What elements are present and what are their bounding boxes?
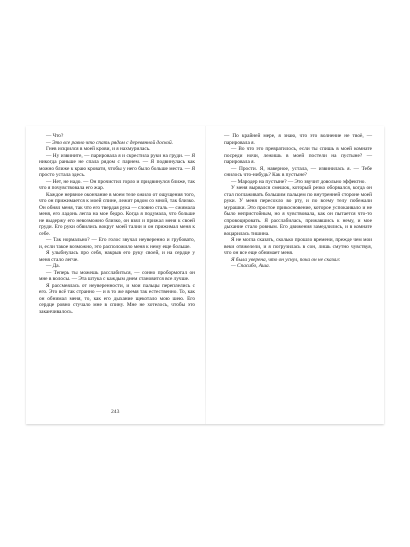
paragraph: — Что? <box>46 133 64 139</box>
paragraph: Гнев искрился в моей крови, и я нахмурилась. <box>46 146 151 152</box>
book-spine <box>205 126 206 424</box>
paragraph: — Прости. Я, наверное, устала, — извинилась я. — Тебе снилось что-нибудь? Как в пустыне? <box>224 165 372 178</box>
paragraph: — Во что это превратилось, если ты спишь в моей комнате посреди ночи, лежишь в моей постели на пустыне? — парировала я. <box>224 146 372 165</box>
paragraph: Я рассмеялась от неуверенности, и мои пальцы переплелись с его. Это всё так странно — и в то же время так естественно. То, как он обнимал меня, то, как его дыхание щекотало мою шею. Его сердце ровно стучало мне в спину. Мне не хотелось, чтобы это заканчивалось. <box>39 282 195 315</box>
left-page-text <box>39 133 195 315</box>
paragraph: — Да. <box>46 263 60 269</box>
paragraph: — Ну извините, — парировала я и скрестила руки на груди. — Я никогда раньше не спала рядом с парнем. — Я подвинулась как можно ближе к краю кровати, чтобы у него было больше места. — Я просто устала здесь. <box>39 152 195 178</box>
paragraph: — Теперь ты можешь расслабиться, — сонно пробормотал он мне в волосы. — Эта штука с каждым днем становится все лучше. <box>39 269 195 282</box>
paragraph: — Это все равно что спать рядом с деревянной доской. <box>46 139 174 146</box>
paragraph: — Нет, не надо. — Он прочистил горло и придвинулся ближе, так что я почувствовала его жар. <box>39 178 195 191</box>
book-spread <box>26 126 384 424</box>
paragraph: — Так нормально? — Его голос звучал неуверенно и грубовато, и, если такое возможно, это расположило меня к нему еще больше. <box>39 237 195 250</box>
page-number: 243 <box>111 409 120 415</box>
paragraph: — Мародер на пустыне? — Это звучит довольно эффектно. <box>231 178 366 185</box>
paragraph: У меня вырвался смешок, который резко оборвался, когда он стал поглаживать большим пальцем по внутренней стороне моей руки. У меня пересохло во рту, и по всему телу побежали мурашки. Это простое прикосновение, которое успокаивало и не было непристойным, но я чувствовала, как он пытается что-то спровоцировать. Я расслабилась, прижавшись к нему, и мое дыхание стало ровным. Его движения замедлились, и в комнате воцарилась тишина. <box>224 185 372 237</box>
paragraph: Каждое нервное окончание в моем теле ожило от ощущения того, что он прижимается к моей спине, лежит рядом со мной, так близко. Он обнял меня, так что его твердая рука — словно сталь — сжимала меня, его ладонь легла на мое бедро. Когда я подумала, что больше не выдержу его невозможно близко, он взял и прижал меня к своей груди. Его руки обвились вокруг моей талии и он прижимал меня к себе. <box>39 191 195 237</box>
paragraph: Я не могла сказать, сколько прошло времени, прежде чем мои веки отяжелели, и я погрузилась в сон, лишь смутно чувствуя, что он все еще обнимает меня. <box>224 237 372 256</box>
paragraph: — Спасибо, Аша. <box>231 263 270 269</box>
paragraph: — По крайней мере, я знаю, что это волнение не твоё, — парировала я. <box>224 133 372 146</box>
paragraph: Я была уверена, что он уснул, пока он не сказал: <box>231 256 341 263</box>
right-page-text <box>224 133 372 270</box>
paragraph: Я улыбнулась про себя, накрыв его руку своей, и на сердце у меня стало легче. <box>39 250 195 263</box>
